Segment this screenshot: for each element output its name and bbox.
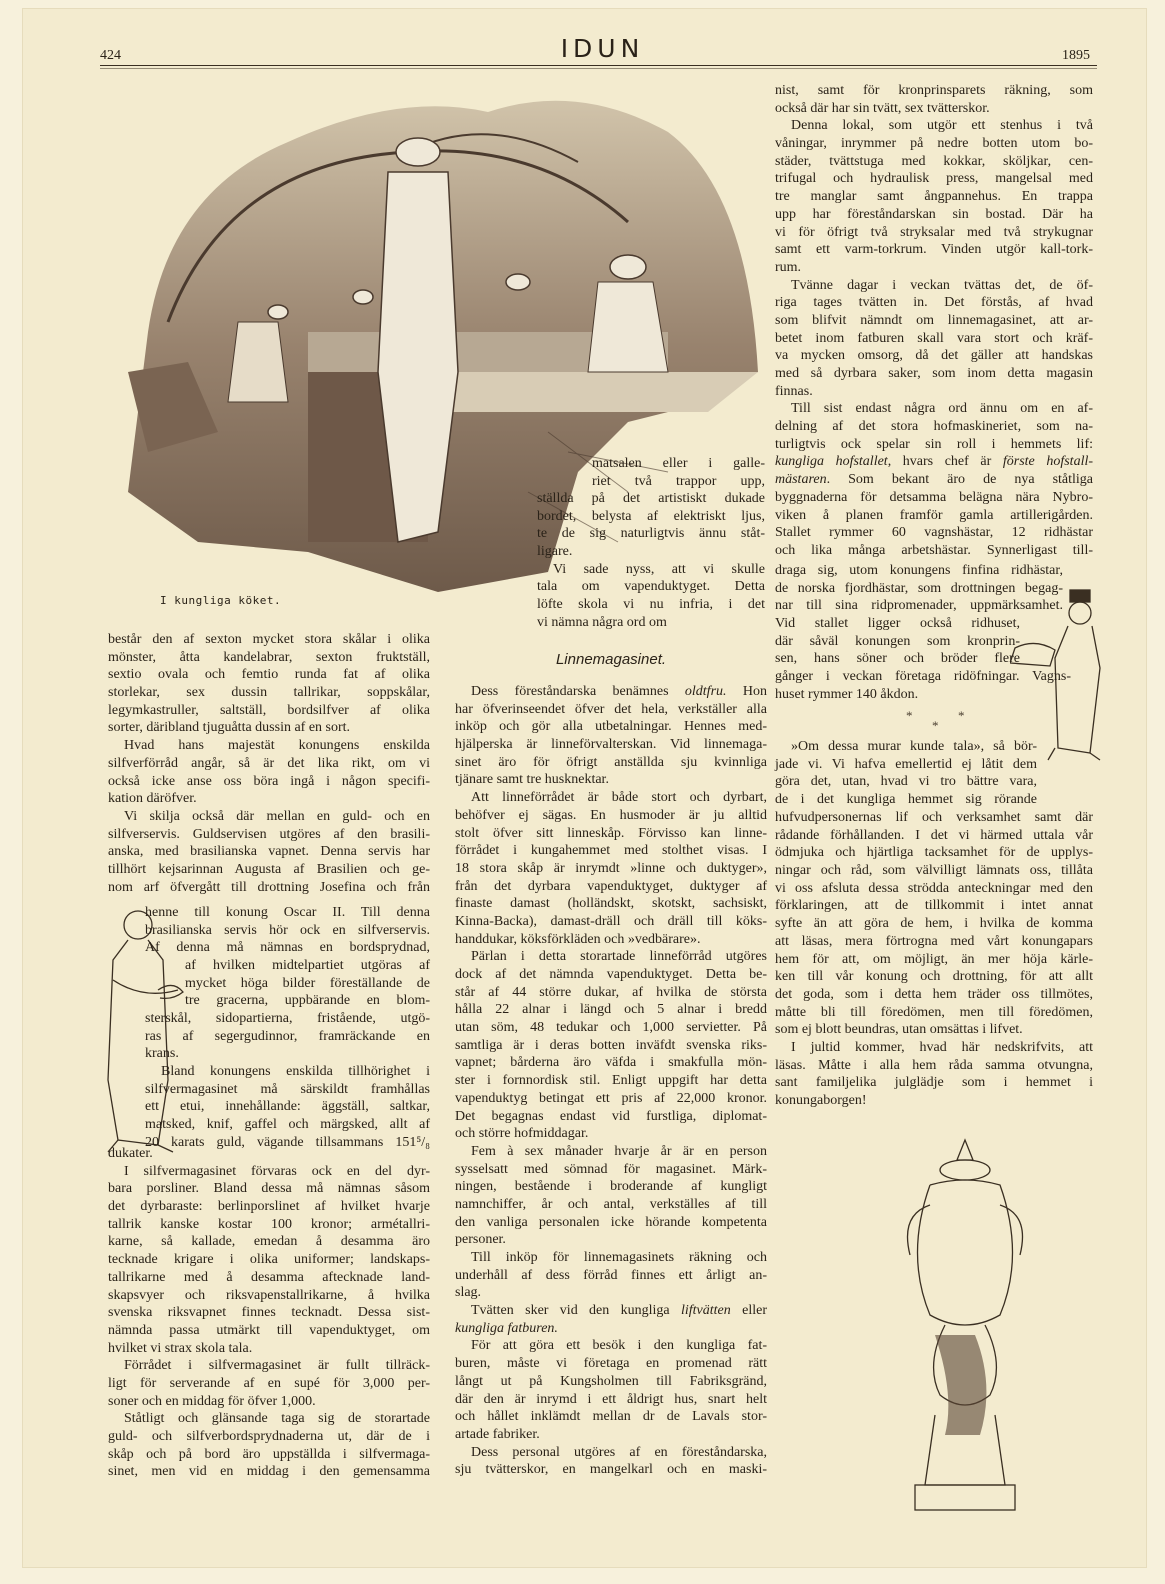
text-line: inköp och gör alla utbetalningar. Hennes med-	[455, 719, 767, 735]
text-line: nar till sina ridpromenader, uppmärksamhet.	[775, 598, 1063, 614]
middle-column-block-2	[537, 490, 765, 632]
text-line: löfte skola vi nu infria, i det	[537, 597, 765, 613]
text-line: ken till vår konung och drottning, för att allt	[775, 969, 1093, 985]
text-line: och hållet inklämdt mellan dr de Lavals stor-	[455, 1409, 767, 1425]
text-line: skåp och på bord äro uppställda i silfvermaga-	[108, 1446, 430, 1462]
italic-text: kungliga hofstallet	[775, 454, 888, 470]
text-line: trifugal och hydraulisk press, mangelsal med	[775, 171, 1093, 187]
text-line: viken å planen framför gamla artillerigården.	[775, 507, 1093, 523]
text-line: vapenduktyg betingat ett pris af 22,000 kronor.	[455, 1090, 767, 1106]
left-column-block-5	[145, 1063, 430, 1151]
text-line: I silfvermagasinet förvaras ock en del dyr-	[124, 1163, 430, 1179]
text-line: matsked, knif, gaffel och märgsked, allt af	[145, 1117, 430, 1133]
text-line: Vi skilja också där mellan en guld- och en	[124, 808, 430, 824]
text-line: Denna lokal, som utgör ett stenhus i två	[791, 118, 1093, 134]
text-segment: . Som bekant äro de nya ståtliga	[826, 472, 1093, 488]
text-line: artade fabriker.	[455, 1426, 540, 1442]
text-line: silfverförråd angår, så är det lika rikt, om vi	[108, 755, 430, 771]
text-line: namnchiffer, år och antal, verkställes af till	[455, 1196, 767, 1212]
text-line: utan söm, 48 tedukar och 1,000 servietter. På	[455, 1020, 767, 1036]
text-line: draga sig, utom konungens finfina ridhästar,	[775, 563, 1063, 578]
text-line: I jultid kommer, hvad här nedskrifvits, att	[791, 1039, 1093, 1055]
magazine-title: IDUN	[560, 34, 645, 63]
text-line: hufvudpersonernas lif och verksamhet samt där	[775, 810, 1093, 825]
separator-star: *	[906, 708, 913, 723]
text-line: karne, så kallade, emedan å desamma äro	[108, 1234, 430, 1250]
text-line: henne till konung Oscar II. Till denna	[145, 905, 430, 920]
text-line: dock af det nämnda vapenduktyget. Detta be-	[455, 967, 767, 982]
text-segment: Hon	[726, 684, 767, 699]
text-line: Att linneförrådet är både stort och dyrbart,	[471, 790, 767, 806]
header-rule	[100, 65, 1097, 66]
text-line: göra det, utan, hvad vi tro bättre vara,	[775, 774, 1037, 790]
text-line: består den af sexton mycket stora skålar i olika	[108, 632, 430, 647]
text-line: och större hofmiddagar.	[455, 1126, 589, 1142]
text-line: ödmjuka och hjärtliga tacksamhet för de upplys-	[775, 845, 1093, 861]
text-line: tre manglar samt ångpannehus. En trappa	[775, 189, 1093, 205]
text-line: Stallet rymmer 60 vagnshästar, 12 ridhästar	[775, 525, 1093, 541]
text-line: tjänare samt tre husknektar.	[455, 772, 609, 788]
text-line: där såväl konungen som kronprin-	[775, 633, 1020, 649]
text-line: tecknade krigare i olika uniformer; landskaps-	[108, 1252, 430, 1268]
text-line: upp har föreståndarskan sin bostad. Där ha	[775, 206, 1093, 222]
left-column-block-1	[108, 631, 430, 896]
text-line: det dyrbaraste: berlinporslinet af hvilket hvarje	[108, 1199, 430, 1215]
text-line: måtte bli till föredömen, men till föredömen,	[775, 1004, 1093, 1020]
text-line: För att göra ett besök i den kungliga fat-	[471, 1338, 767, 1354]
text-line: jade vi. Vi hafva emellertid ej låtit dem	[775, 756, 1037, 772]
text-line: att läsas, mera förtrogna med vårt konungapars	[775, 933, 1093, 949]
text-line: hålla 22 alnar i längd och 5 alnar i bredd	[455, 1002, 767, 1018]
text-line: soner och en middag för öfver 1,000.	[108, 1393, 316, 1409]
text-line: står af 44 större dukar, af hvilka de största	[455, 984, 767, 1000]
italic-text: liftvätten	[681, 1303, 731, 1319]
text-line: bordet, belysta af elektriskt ljus,	[537, 508, 765, 524]
text-line: Dess personal utgöres af en föreståndarska,	[471, 1444, 767, 1460]
text-line: den vanliga personalen icke hörande kompetenta	[455, 1214, 767, 1230]
text-line: »Om dessa murar kunde tala», så bör-	[791, 739, 1037, 754]
vase-ornament-illustration	[885, 1135, 1045, 1525]
text-line: vi oss afsluta dessa strödda anteckningar med den	[775, 880, 1093, 896]
italic-text: oldtfru.	[684, 684, 727, 699]
middle-column-block-1	[592, 455, 765, 490]
text-line: personer.	[455, 1232, 506, 1248]
illustration-caption: I kungliga köket.	[160, 594, 282, 607]
text-line: nom arf öfvergått till drottning Josefina och från	[108, 879, 430, 895]
text-line: skapsvyer och riksvapenstallrikarne, å hvilka	[108, 1287, 430, 1303]
text-line: har öfverinseendet öfver det hela, verkställer alla	[455, 701, 767, 717]
text-line: sen, hans söner och bröder flere	[775, 651, 1020, 667]
text-line: och lika många arbetshästar. Synnerligast till-	[775, 542, 1093, 558]
text-line: guld- och silfverbordsprydnaderna ut, där de i	[108, 1429, 430, 1444]
text-line: tillhört kejsarinnan Augusta af Brasilien och ge-	[108, 861, 430, 877]
text-line: som blifvit nämndt om linnemagasinet, att ar-	[775, 312, 1093, 328]
text-segment: eller	[730, 1303, 767, 1319]
right-column-block-3	[775, 615, 1020, 668]
text-line: som ej blott beundras, utan omsättas i lifvet.	[775, 1022, 1023, 1038]
text-line: te de sig naturligtvis ännu ståt-	[537, 526, 765, 542]
text-line: Till sist endast några ord ännu om en af-	[791, 401, 1093, 417]
text-line: sextio ovala och femtio runda fat af olika	[108, 667, 430, 683]
section-heading: Linnemagasinet.	[555, 651, 667, 668]
text-line: också icke anse oss böra ingå i någon specifi-	[108, 773, 430, 789]
text-line: långt ut på Kungsholmen till Fabriksgränd,	[455, 1373, 767, 1389]
text-line: sterskål, sidopartierna, fristående, utgö-	[145, 1011, 430, 1026]
text-line: sant familjelika julglädje som i hemmet i	[775, 1075, 1093, 1091]
text-line: nämnda passa utmärkt till vapenduktyget, om	[108, 1322, 430, 1338]
text-line: ligare.	[537, 544, 573, 560]
text-line: betet inom fatburen skall vara stort och kräf-	[775, 330, 1093, 346]
text-line: slag.	[455, 1285, 482, 1301]
left-column-block-3	[185, 957, 430, 1010]
page-number: 424	[100, 48, 121, 63]
text-segment: Dess föreståndarska benämnes	[471, 684, 685, 699]
text-line: hvilket vi strax skola tala.	[108, 1340, 253, 1356]
text-line: mycket höga bilder föreställande de	[185, 975, 430, 991]
text-line: ras af segergudinnor, framräckande en	[145, 1028, 430, 1044]
text-line: Till inköp för linnemagasinets räkning och	[471, 1250, 767, 1265]
text-segment: Tvätten sker vid den kungliga	[471, 1303, 681, 1319]
text-line: ställda på det artistiskt dukade	[537, 491, 765, 506]
right-column-block-6	[775, 809, 1093, 1110]
text-line: underhåll af dess förråd finnes ett årligt an-	[455, 1267, 767, 1283]
text-line: matsalen eller i galle-	[592, 456, 765, 471]
text-line: ligt för serverande af en supé för 3,000 per-	[108, 1375, 430, 1391]
text-line: våningar, inrymmer på nedre botten utom bo-	[775, 136, 1093, 152]
text-line: sysselsatt med sömnad för magasinet. Märk-	[455, 1161, 767, 1177]
text-line: vi för öfrigt två stryksalar med två strykugnar	[775, 224, 1093, 240]
text-line: sorter, däribland tjuguåtta dussin af en sort.	[108, 720, 351, 736]
left-column-block-6	[108, 1145, 430, 1481]
text-line: tala om vapenduktyget. Detta	[537, 579, 765, 595]
text-line: stolt öfver sitt linneskåp. Förvisso kan linne-	[455, 825, 767, 841]
text-line: samt ett varm-torkrum. Vinden utgör kall-tork-	[775, 242, 1093, 258]
text-line: sinet äro för öfrigt anställda sju kvinnliga	[455, 754, 767, 770]
text-line: buren, måste vi företaga en promenad rätt	[455, 1356, 767, 1372]
text-line: riet två trappor upp,	[592, 473, 765, 489]
text-line: va mycken omsorg, då det gäller att handskas	[775, 348, 1093, 364]
text-line: ett etui, innehållande: äggställ, saltkar,	[145, 1099, 430, 1115]
text-segment: , hvars chef är	[887, 454, 1003, 470]
text-line: vapnet; bårderna äro väfda i smakfulla mön-	[455, 1055, 767, 1071]
text-line: finnas.	[775, 383, 813, 399]
header-rule-thin	[100, 68, 1097, 69]
text-line: behöfver ej sägas. En husmoder är ju alltid	[455, 807, 767, 823]
text-line: silfverservis. Guldservisen utgöres af den brasili-	[108, 826, 430, 842]
text-line: tallrikarne med å desamma aftecknade land-	[108, 1269, 430, 1285]
text-line: krans.	[145, 1046, 179, 1062]
text-line: anska, med brasilianska vapnet. Denna servis har	[108, 844, 430, 860]
text-line: Vi sade nyss, att vi skulle	[553, 561, 765, 577]
text-line: dukater.	[108, 1146, 153, 1161]
text-line: 18 stora skåp är inrymdt »linne och duktyger»,	[455, 860, 767, 876]
year: 1895	[1062, 48, 1090, 63]
text-line: konungaborgen!	[775, 1093, 867, 1108]
text-line	[455, 1302, 767, 1320]
text-line	[775, 453, 1093, 471]
text-line: med så dyrbara saker, som inom detta magasin	[775, 366, 1093, 381]
middle-column-block-3	[455, 683, 767, 1479]
text-line: Pärlan i detta storartade linneförråd utgöres	[471, 949, 767, 965]
text-line: sinet, men vid en middag i den gemensamma	[108, 1464, 430, 1480]
text-line: hem för att, om möjligt, än mer höja kärle-	[775, 951, 1093, 967]
text-line: tre gracerna, uppbärande en blom-	[185, 993, 430, 1009]
text-line: sju tvätterskor, en mangelkarl och en maski-	[455, 1462, 767, 1478]
right-column-block-4	[775, 668, 1071, 703]
text-line: rum.	[775, 259, 802, 275]
text-line: de norska fjordhästar, som drottningen begag-	[775, 580, 1063, 596]
text-line: också där har sin tvätt, sex tvätterskor.	[775, 100, 990, 116]
text-line: delning af det stora hofmaskineriet, som na-	[775, 419, 1093, 435]
text-line: Kinna-Backa), damast-dräll och dräll till köks-	[455, 913, 767, 929]
text-line: ningen, bestående i broderande af kungligt	[455, 1179, 767, 1195]
text-line	[775, 471, 1093, 489]
text-line: finaste damast (holländskt, skotskt, sachsiskt,	[455, 896, 767, 912]
text-line	[455, 683, 767, 701]
text-line: vi nämna några ord om	[537, 614, 667, 630]
text-line: förklaringen, att de tillkommit i intet annat	[775, 898, 1093, 914]
italic-text: mästaren	[775, 472, 827, 488]
right-column-block-1	[775, 82, 1093, 560]
text-line: huset rymmer 140 åkdon.	[775, 686, 919, 702]
text-line: turligtvis ock spelar sin roll i hemmets lif:	[775, 436, 1093, 452]
text-line: samtliga är i deras botten inväfdt svenska riks-	[455, 1037, 767, 1053]
text-line: hjälperska är linneförvalterskan. Vid linnemaga-	[455, 737, 767, 753]
italic-text: kungliga fatburen.	[455, 1320, 558, 1336]
text-line: svenska riksvapnet finnes tecknadt. Dessa sist-	[108, 1305, 430, 1321]
text-line: byggnaderna för detsamma belägna nära Nybro-	[775, 489, 1093, 505]
text-line: 20 karats guld, vägande tillsammans 151⁵/₈	[145, 1134, 430, 1150]
text-line: Hvad hans majestät konungens enskilda	[124, 738, 430, 754]
text-line: Förrådet i silfvermagasinet är fullt tillräck-	[124, 1358, 430, 1374]
text-line: mönster, åtta kandelabrar, sexton fruktställ,	[108, 649, 430, 665]
text-line: Tvänne dagar i veckan tvättas det, de öf-	[791, 277, 1093, 293]
text-line: gånger i veckan företaga ridöfningar. Vagns-	[775, 669, 1071, 684]
text-line: de i det kungliga hemmet sig rörande	[775, 792, 1037, 808]
text-line: Ståtligt och glänsande taga sig de storartade	[124, 1411, 430, 1427]
italic-text: förste hofstall-	[1002, 454, 1094, 470]
text-line: rådande förhållanden. I det vi härmed uttala vår	[775, 827, 1093, 843]
text-line: kation däröfver.	[108, 791, 197, 807]
text-line: läsas. Måtte i alla hem råda samma otvungna,	[775, 1057, 1093, 1073]
text-line	[455, 1320, 767, 1338]
left-column-block-4	[145, 1010, 430, 1063]
text-line: handdukar, köksförkläden och »vedbärare».	[455, 931, 701, 947]
text-line: ster i fornnordisk stil. Enligt uppgift har detta	[455, 1073, 767, 1089]
text-line: Det begagnas endast vid furstliga, diplomat-	[455, 1108, 767, 1124]
right-column-block-2	[775, 562, 1063, 615]
text-line: legymkastruller, saltställ, bordsilfver af olika	[108, 702, 430, 718]
text-line: ningar och råd, som välvilligt lämnats oss, tillåta	[775, 863, 1093, 879]
text-line: bara porsliner. Bland dessa må nämnas såsom	[108, 1181, 430, 1197]
text-line: Bland konungens enskilda tillhörighet i	[161, 1064, 430, 1079]
text-line: af hvilken midtelpartiet utgöras af	[185, 958, 430, 973]
text-line: riga tages tvätten in. Det förstås, af hvad	[775, 295, 1093, 311]
text-line: där den är inrymd i ett åldrigt hus, snart helt	[455, 1391, 767, 1407]
text-line: Vid stallet ligger också ridhuset,	[775, 616, 1020, 631]
text-line: syfte än att göra de hem, i hvilka de komma	[775, 916, 1093, 932]
text-line: städer, tvättstuga med kokkar, sköljkar, cen-	[775, 153, 1093, 169]
separator-star: *	[958, 708, 965, 723]
right-column-block-5	[775, 738, 1037, 809]
text-line: brasilianska servis hör ock en silfverservis.	[145, 922, 430, 938]
text-line: nist, samt för kronprinsparets räkning, som	[775, 83, 1093, 98]
text-line: från det dyrbara vapenduktyget, duktyger af	[455, 878, 767, 894]
separator-star: *	[932, 718, 939, 733]
text-line: silfvermagasinet må särskildt framhållas	[145, 1081, 430, 1097]
text-line: storlekar, sex dussin tallrikar, soppskålar,	[108, 685, 430, 701]
text-line: tallrik kanske kostar 100 kronor; armétallri-	[108, 1216, 430, 1232]
text-line: Fem à sex månader hvarje år är en person	[471, 1143, 767, 1159]
text-line: det goda, som i detta hem träder oss tillmötes,	[775, 986, 1093, 1002]
text-line: Af denna må nämnas en bordsprydnad,	[145, 940, 430, 956]
text-line: förrådet i kungahemmet med stolthet visas. I	[455, 843, 767, 859]
left-column-block-2	[145, 904, 430, 957]
